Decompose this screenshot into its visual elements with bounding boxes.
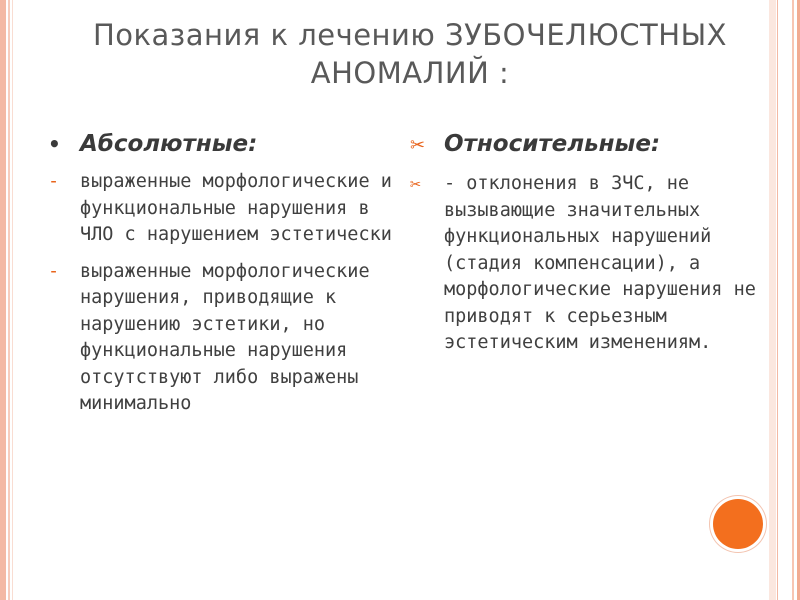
absolute-heading-text: Абсолютные: [80,131,258,157]
dash-icon: - [48,171,60,192]
bullet-dot-icon: • [48,132,61,156]
left-border-stripe [12,0,13,600]
left-border-stripe [8,0,10,600]
list-item-text: выраженные морфологические и функциональные нарушения в ЧЛО с нарушением эстетически [80,171,392,245]
scissors-icon: ✂ [410,174,421,195]
absolute-heading [46,127,396,161]
relative-heading [410,127,760,161]
absolute-indications-column [46,127,396,418]
right-border-stripe [792,0,794,600]
scissors-icon: ✂ [410,135,426,156]
list-item [46,169,396,249]
slide-title: Показания к лечению ЗУБОЧЕЛЮСТНЫХ АНОМАЛИЙ : [92,18,728,90]
left-border-stripe [0,0,6,600]
list-item [46,259,396,418]
relative-indications-column [410,127,760,357]
list-item-text: - отклонения в ЗЧС, не вызывающие значительных функциональных нарушений (стадия компенсации), а морфологические нарушения не приводят к серьезным эстетическим изменениям. [444,173,756,353]
relative-heading-text: Относительные: [444,131,661,157]
list-item-text: выраженные морфологические нарушения, приводящие к нарушению эстетики, но функциональные нарушения отсутствуют либо выражены минимально [80,260,370,414]
decorative-circle [713,499,763,549]
list-item [410,171,760,357]
dash-icon: - [48,260,60,282]
